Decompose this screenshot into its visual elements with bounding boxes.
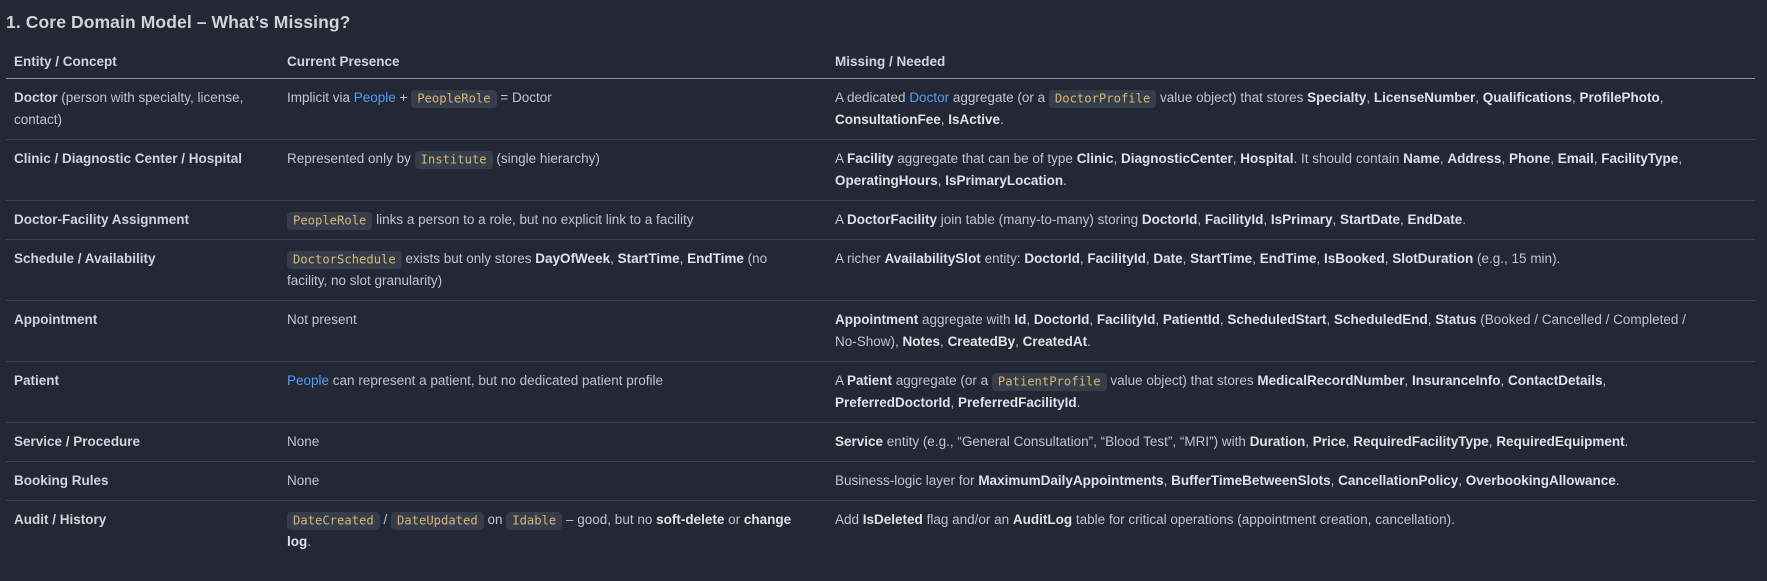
table-row: [6, 140, 1755, 201]
text-run: ,: [1182, 251, 1191, 266]
bold-term: OperatingHours: [835, 173, 938, 188]
table-body: [6, 79, 1755, 562]
text-run: ,: [610, 251, 618, 266]
bold-term: BufferTimeBetweenSlots: [1171, 473, 1331, 488]
cell-current-presence: [279, 79, 827, 140]
bold-term: Qualifications: [1482, 90, 1573, 105]
bold-term: DayOfWeek: [535, 251, 611, 266]
text-run: .: [307, 534, 312, 549]
bold-term: ScheduledEnd: [1333, 312, 1428, 327]
bold-term: Notes: [902, 334, 941, 349]
code-chip: DoctorSchedule: [287, 251, 402, 269]
bold-term: Phone: [1508, 151, 1551, 166]
bold-term: Clinic: [1076, 151, 1114, 166]
text-run: links a person to a role, but no explicit link to a facility: [372, 212, 694, 227]
table-row: [6, 201, 1755, 240]
bold-term: Audit / History: [14, 512, 107, 527]
text-run: on: [483, 512, 507, 527]
text-run: (e.g., 15 min).: [1473, 251, 1561, 266]
entity-link[interactable]: People: [287, 373, 330, 388]
cell-missing-needed: [827, 140, 1755, 201]
bold-term: AvailabilitySlot: [884, 251, 981, 266]
text-run: ,: [1252, 251, 1260, 266]
bold-term: Patient: [847, 373, 893, 388]
code-chip: DateCreated: [287, 512, 380, 530]
text-run: None: [287, 473, 320, 488]
bold-term: CreatedAt: [1022, 334, 1088, 349]
bold-term: RequiredEquipment: [1496, 434, 1625, 449]
text-run: None: [287, 434, 320, 449]
text-run: ,: [1501, 151, 1509, 166]
bold-term: LicenseNumber: [1373, 90, 1476, 105]
text-run: ,: [1439, 151, 1448, 166]
bold-term: Service / Procedure: [14, 434, 141, 449]
code-chip: DoctorProfile: [1049, 90, 1156, 108]
bold-term: DoctorId: [1141, 212, 1198, 227]
text-run: ,: [950, 395, 959, 410]
cell-missing-needed: [827, 362, 1755, 423]
text-run: exists but only stores: [401, 251, 536, 266]
bold-term: FacilityId: [1204, 212, 1264, 227]
table-row: [6, 301, 1755, 362]
bold-term: Schedule / Availability: [14, 251, 156, 266]
text-run: value object) that stores: [1156, 90, 1308, 105]
text-run: can represent a patient, but no dedicated patient profile: [329, 373, 664, 388]
cell-entity-concept: [6, 301, 279, 362]
cell-current-presence: [279, 362, 827, 423]
text-run: (person with specialty, license, contact): [14, 90, 244, 127]
bold-term: DoctorId: [1024, 251, 1080, 266]
table-row: [6, 423, 1755, 462]
code-chip: DateUpdated: [391, 512, 484, 530]
text-run: Not present: [287, 312, 357, 327]
bold-term: StartTime: [1190, 251, 1253, 266]
text-run: ,: [1659, 90, 1664, 105]
text-run: aggregate with: [918, 312, 1015, 327]
text-run: ,: [1089, 312, 1097, 327]
bold-term: AuditLog: [1012, 512, 1073, 527]
text-run: ,: [937, 173, 946, 188]
bold-term: Date: [1153, 251, 1183, 266]
bold-term: IsPrimaryLocation: [945, 173, 1064, 188]
bold-term: Hospital: [1240, 151, 1294, 166]
bold-term: FacilityType: [1601, 151, 1679, 166]
text-run: ,: [1326, 312, 1334, 327]
text-run: ,: [1593, 151, 1602, 166]
bold-term: DoctorFacility: [847, 212, 938, 227]
cell-current-presence: [279, 301, 827, 362]
text-run: ,: [940, 112, 949, 127]
bold-term: MedicalRecordNumber: [1257, 373, 1405, 388]
bold-term: DiagnosticCenter: [1120, 151, 1233, 166]
bold-term: Doctor: [14, 90, 58, 105]
cell-missing-needed: [827, 423, 1755, 462]
bold-term: Clinic / Diagnostic Center / Hospital: [14, 151, 243, 166]
text-run: A: [835, 373, 848, 388]
cell-current-presence: [279, 501, 827, 562]
text-run: Add: [835, 512, 863, 527]
text-run: ,: [1155, 312, 1163, 327]
bold-term: FacilityId: [1096, 312, 1156, 327]
bold-term: Patient: [14, 373, 60, 388]
bold-term: IsActive: [948, 112, 1001, 127]
bold-term: IsBooked: [1324, 251, 1385, 266]
text-run: ,: [940, 334, 948, 349]
text-run: A: [835, 151, 848, 166]
bold-term: RequiredFacilityType: [1353, 434, 1489, 449]
bold-term: Specialty: [1307, 90, 1367, 105]
text-run: ,: [1345, 434, 1354, 449]
table-row: [6, 501, 1755, 562]
text-run: ,: [1316, 251, 1324, 266]
text-run: .: [1063, 173, 1067, 188]
cell-current-presence: [279, 201, 827, 240]
bold-term: ScheduledStart: [1227, 312, 1327, 327]
text-run: entity (e.g., “General Consultation”, “Blood Test”, “MRI”) with: [883, 434, 1250, 449]
code-chip: Idable: [506, 512, 562, 530]
text-run: ,: [1366, 90, 1374, 105]
cell-missing-needed: [827, 462, 1755, 501]
bold-term: Status: [1435, 312, 1477, 327]
text-run: .: [1076, 395, 1081, 410]
text-run: aggregate (or a: [892, 373, 992, 388]
bold-term: PreferredDoctorId: [835, 395, 951, 410]
table-row: [6, 79, 1755, 140]
entity-link[interactable]: Doctor: [909, 90, 950, 105]
text-run: table for critical operations (appointment creation, cancellation).: [1072, 512, 1455, 527]
bold-term: Appointment: [835, 312, 919, 327]
bold-term: Appointment: [14, 312, 98, 327]
text-run: ,: [1026, 312, 1034, 327]
bold-term: Doctor-Facility Assignment: [14, 212, 190, 227]
text-run: ,: [1015, 334, 1023, 349]
table-header-row: [6, 47, 1755, 79]
text-run: .: [1000, 112, 1004, 127]
cell-entity-concept: [6, 501, 279, 562]
text-run: A dedicated: [835, 90, 910, 105]
text-run: Represented only by: [287, 151, 415, 166]
column-header-current-presence: Current Presence: [279, 47, 827, 79]
text-run: ,: [1400, 212, 1408, 227]
bold-term: ProfilePhoto: [1579, 90, 1660, 105]
bold-term: Email: [1557, 151, 1594, 166]
text-run: ,: [1197, 212, 1205, 227]
bold-term: Price: [1312, 434, 1346, 449]
cell-missing-needed: [827, 240, 1755, 301]
bold-term: Service: [835, 434, 884, 449]
text-run: .: [1462, 212, 1467, 227]
bold-term: ContactDetails: [1508, 373, 1603, 388]
bold-term: FacilityId: [1087, 251, 1146, 266]
bold-term: change log: [287, 512, 792, 549]
cell-entity-concept: [6, 462, 279, 501]
bold-term: MaximumDailyAppointments: [978, 473, 1164, 488]
cell-entity-concept: [6, 140, 279, 201]
text-run: .: [1087, 334, 1091, 349]
column-header-entity-concept: Entity / Concept: [6, 47, 279, 79]
cell-missing-needed: [827, 79, 1755, 140]
bold-term: Address: [1447, 151, 1502, 166]
bold-term: EndTime: [1259, 251, 1317, 266]
text-run: /: [379, 512, 391, 527]
cell-entity-concept: [6, 79, 279, 140]
cell-current-presence: [279, 240, 827, 301]
bold-term: OverbookingAllowance: [1465, 473, 1616, 488]
bold-term: CancellationPolicy: [1338, 473, 1459, 488]
text-run: aggregate (or a: [949, 90, 1049, 105]
text-run: ,: [1500, 373, 1509, 388]
bold-term: InsuranceInfo: [1411, 373, 1501, 388]
bold-term: Booking Rules: [14, 473, 109, 488]
bold-term: IsPrimary: [1270, 212, 1333, 227]
text-run: ,: [1475, 90, 1483, 105]
bold-term: Name: [1403, 151, 1440, 166]
bold-term: soft-delete: [656, 512, 725, 527]
cell-missing-needed: [827, 501, 1755, 562]
text-run: A richer: [835, 251, 885, 266]
cell-current-presence: [279, 423, 827, 462]
cell-entity-concept: [6, 423, 279, 462]
bold-term: IsDeleted: [862, 512, 923, 527]
text-run: ,: [1404, 373, 1412, 388]
bold-term: EndDate: [1407, 212, 1463, 227]
text-run: ,: [1332, 212, 1340, 227]
text-run: ,: [1602, 373, 1607, 388]
text-run: = Doctor: [496, 90, 552, 105]
cell-missing-needed: [827, 201, 1755, 240]
text-run: +: [395, 90, 412, 105]
text-run: ,: [1163, 473, 1172, 488]
text-run: ,: [1550, 151, 1558, 166]
text-run: ,: [1427, 312, 1436, 327]
bold-term: CreatedBy: [947, 334, 1016, 349]
text-run: ,: [1219, 312, 1228, 327]
table-row: [6, 462, 1755, 501]
table-row: [6, 240, 1755, 301]
text-run: – good, but no: [562, 512, 657, 527]
bold-term: Facility: [847, 151, 894, 166]
text-run: entity:: [980, 251, 1025, 266]
text-run: ,: [679, 251, 688, 266]
text-run: ,: [1458, 473, 1466, 488]
page-title: 1. Core Domain Model – What’s Missing?: [6, 12, 351, 32]
code-chip: PeopleRole: [287, 212, 372, 230]
text-run: (single hierarchy): [492, 151, 600, 166]
bold-term: EndTime: [687, 251, 744, 266]
text-run: flag and/or an: [922, 512, 1013, 527]
text-run: ,: [1678, 151, 1683, 166]
text-run: ,: [1305, 434, 1313, 449]
bold-term: SlotDuration: [1392, 251, 1474, 266]
text-run: ,: [1145, 251, 1154, 266]
text-run: ,: [1113, 151, 1121, 166]
text-run: ,: [1079, 251, 1088, 266]
text-run: ,: [1330, 473, 1339, 488]
cell-entity-concept: [6, 362, 279, 423]
text-run: ,: [1488, 434, 1497, 449]
code-chip: PeopleRole: [411, 90, 496, 108]
text-run: ,: [1384, 251, 1393, 266]
text-run: (Booked / Cancelled / Completed / No-Show),: [835, 312, 1686, 349]
domain-model-table: [6, 47, 1755, 561]
bold-term: StartDate: [1339, 212, 1401, 227]
code-chip: PatientProfile: [992, 373, 1107, 391]
text-run: ,: [1263, 212, 1271, 227]
entity-link[interactable]: People: [353, 90, 396, 105]
cell-entity-concept: [6, 240, 279, 301]
text-run: (no facility, no slot granularity): [287, 251, 768, 288]
cell-current-presence: [279, 462, 827, 501]
text-run: Implicit via: [287, 90, 354, 105]
text-run: .: [1615, 473, 1620, 488]
text-run: ,: [1232, 151, 1241, 166]
bold-term: DoctorId: [1033, 312, 1090, 327]
code-chip: Institute: [415, 151, 493, 169]
bold-term: PreferredFacilityId: [958, 395, 1077, 410]
text-run: value object) that stores: [1106, 373, 1258, 388]
text-run: ,: [1572, 90, 1580, 105]
text-run: aggregate that can be of type: [893, 151, 1077, 166]
text-run: join table (many-to-many) storing: [937, 212, 1142, 227]
cell-missing-needed: [827, 301, 1755, 362]
cell-current-presence: [279, 140, 827, 201]
text-run: or: [724, 512, 744, 527]
bold-term: ConsultationFee: [835, 112, 941, 127]
cell-entity-concept: [6, 201, 279, 240]
text-run: A: [835, 212, 848, 227]
bold-term: PatientId: [1162, 312, 1220, 327]
text-run: . It should contain: [1293, 151, 1404, 166]
bold-term: Id: [1014, 312, 1027, 327]
column-header-missing-needed: Missing / Needed: [827, 47, 1755, 79]
text-run: .: [1624, 434, 1629, 449]
table-row: [6, 362, 1755, 423]
bold-term: StartTime: [617, 251, 680, 266]
bold-term: Duration: [1249, 434, 1306, 449]
text-run: Business-logic layer for: [835, 473, 979, 488]
